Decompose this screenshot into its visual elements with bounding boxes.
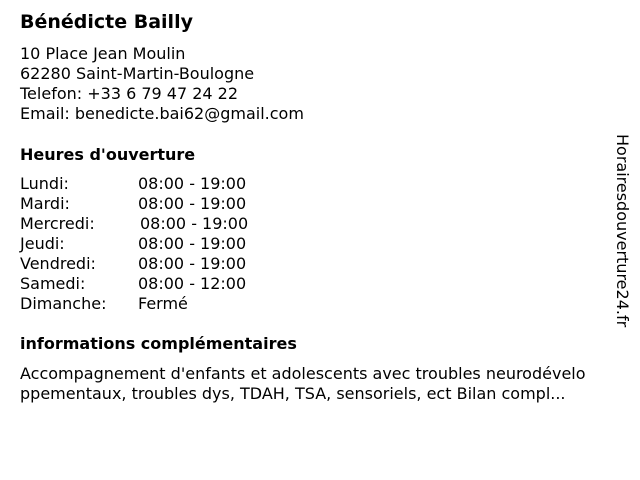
time-value: 08:00 - 19:00	[138, 194, 247, 213]
day-label: Dimanche:	[20, 294, 107, 313]
contact-block	[20, 44, 304, 124]
time-value: 08:00 - 19:00	[138, 234, 247, 253]
phone-number: Telefon: +33 6 79 47 24 22	[20, 84, 239, 103]
time-value: 08:00 - 19:00	[138, 254, 247, 273]
email-address: Email: benedicte.bai62@gmail.com	[20, 104, 304, 123]
site-watermark: Horairesdouverture24.fr	[613, 134, 632, 328]
day-label: Mercredi:	[20, 214, 95, 233]
city-address: 62280 Saint-Martin-Boulogne	[20, 64, 255, 83]
day-label: Lundi:	[20, 174, 69, 193]
day-label: Vendredi:	[20, 254, 96, 273]
business-name: Bénédicte Bailly	[20, 11, 193, 33]
street-address: 10 Place Jean Moulin	[20, 44, 186, 63]
time-value: 08:00 - 12:00	[138, 274, 247, 293]
time-value: Fermé	[138, 294, 188, 313]
info-description	[20, 364, 632, 404]
day-label: Jeudi:	[20, 234, 65, 253]
hours-heading: Heures d'ouverture	[20, 145, 196, 164]
time-value: 08:00 - 19:00	[138, 174, 247, 193]
day-label: Mardi:	[20, 194, 70, 213]
info-heading: informations complémentaires	[20, 334, 297, 353]
info-line-1: Accompagnement d'enfants et adolescents avec troubles neurodévelo	[20, 364, 586, 383]
day-label: Samedi:	[20, 274, 86, 293]
info-line-2: ppementaux, troubles dys, TDAH, TSA, sensoriels, ect Bilan compl...	[20, 384, 566, 403]
time-value: 08:00 - 19:00	[140, 214, 249, 233]
